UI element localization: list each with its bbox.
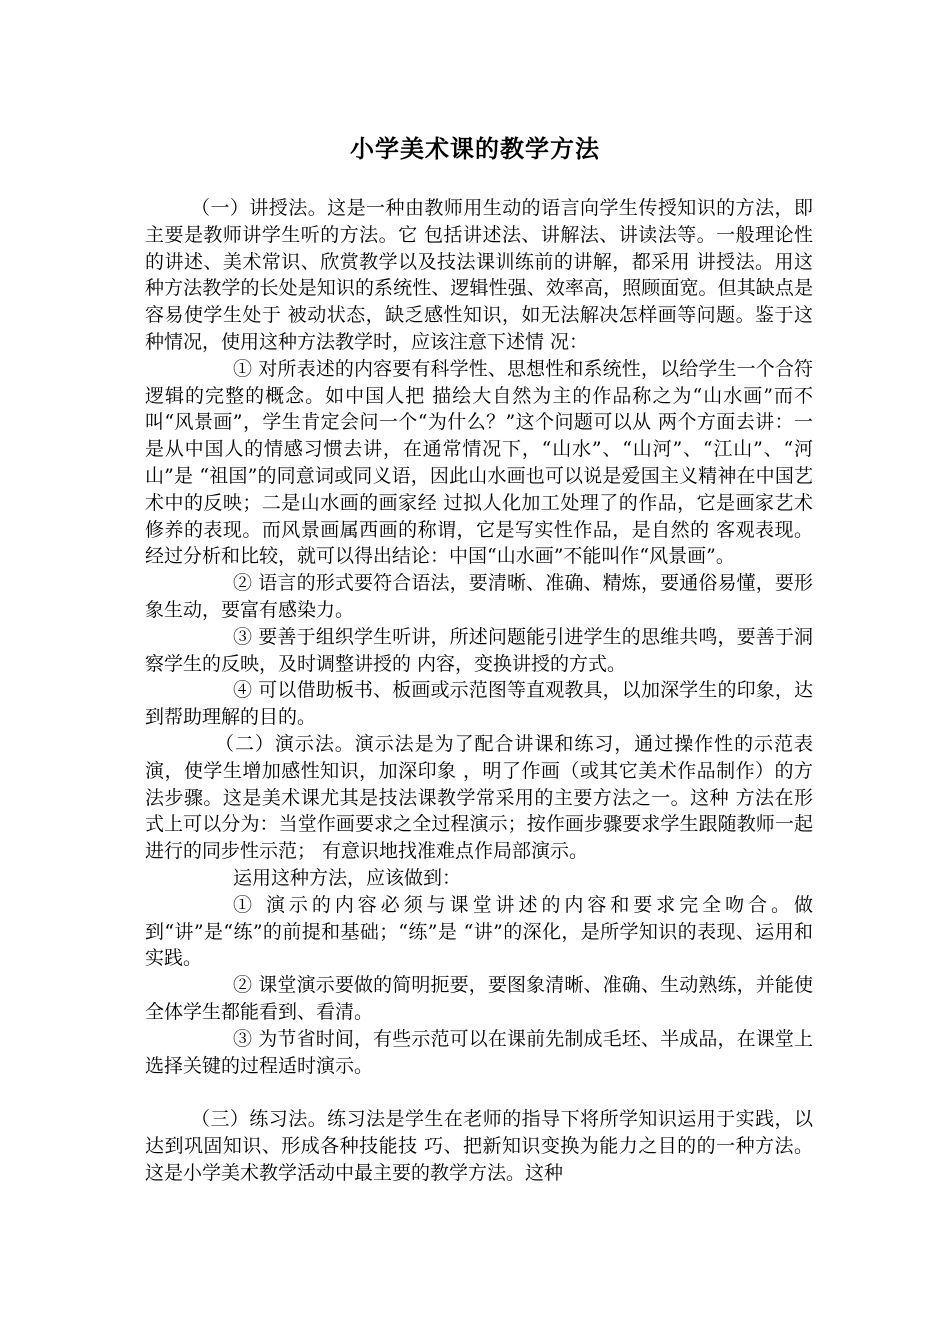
paragraph-demonstration-intro: 运用这种方法，应该做到： bbox=[233, 866, 462, 889]
document-body bbox=[145, 195, 813, 1186]
document-title: 小学美术课的教学方法 bbox=[350, 134, 600, 163]
paragraph-lecture-point-1: ① 对所表述的内容要有科学性、思想性和系统性，以给学生一个合符逻辑的完整的概念。如中国人把 描绘大自然为主的作品称之为“山水画”而不叫“风景画”，学生肯定会问一个“为什么？”这个问题可以从 两个方面去讲：一是从中国人的情感习惯去讲，在通常情况下，“山水”、“山河”、“江山”、“河山”是 “祖国”的同意词或同义语，因此山水画也可以说是爱国主义精神在中国艺术中的反映；二是山水画的画家经 过拟人化加工处理了的作品，它是画家艺术修养的表现。而风景画属西画的称谓，它是写实性作品，是自然的 客观表现。经过分析和比较，就可以得出结论：中国“山水画”不能叫作“风景画”。 bbox=[145, 357, 813, 568]
paragraph-demonstration-point-2: ② 课堂演示要做的简明扼要，要图象清晰、准确、生动熟练，并能使全体学生都能看到、看清。 bbox=[145, 974, 813, 1023]
paragraph-lecture-point-2: ② 语言的形式要符合语法，要清晰、准确、精炼，要通俗易懂，要形象生动，要富有感染力。 bbox=[145, 572, 813, 621]
paragraph-lecture-point-3: ③ 要善于组织学生听讲，所述问题能引进学生的思维共鸣，要善于洞察学生的反映，及时调整讲授的 内容，变换讲授的方式。 bbox=[145, 625, 813, 675]
paragraph-practice-method: （三）练习法。练习法是学生在老师的指导下将所学知识运用于实践，以达到巩固知识、形成各种技能技 巧、把新知识变换为能力之目的的一种方法。这是小学美术教学活动中最主要的教学方法。这种 bbox=[145, 1108, 813, 1184]
paragraph-lecture-point-4: ④ 可以借助板书、板画或示范图等直观教具，以加深学生的印象，达到帮助理解的目的。 bbox=[145, 679, 813, 729]
paragraph-demonstration-point-3: ③ 为节省时间，有些示范可以在课前先制成毛坯、半成品，在课堂上选择关键的过程适时演示。 bbox=[145, 1027, 813, 1077]
paragraph-lecture-method: （一）讲授法。这是一种由教师用生动的语言向学生传授知识的方法，即主要是教师讲学生听的方法。它 包括讲述法、讲解法、讲读法等。一般理论性的讲述、美术常识、欣赏教学以及技法课训练前的讲解，都采用 讲授法。用这种方法教学的长处是知识的系统性、逻辑性强、效率高，照顾面宽。但其缺点是容易使学生处于 被动状态，缺乏感性知识，如无法解决怎样画等问题。鉴于这种情况，使用这种方法教学时，应该注意下述情 况： bbox=[145, 197, 813, 353]
paragraph-demonstration-point-1: ① 演示的内容必须与课堂讲述的内容和要求完全吻合。做到“讲”是“练”的前提和基础；“练”是 “讲”的深化，是所学知识的表现、运用和实践。 bbox=[145, 893, 813, 970]
paragraph-spacer bbox=[145, 1079, 813, 1106]
paragraph-demonstration-method: （二）演示法。演示法是为了配合讲课和练习，通过操作性的示范表演，使学生增加感性知识，加深印象 ，明了作画（或其它美术作品制作）的方法步骤。这是美术课尤其是技法课教学常采用的主要方法之一。这种 方法在形式上可以分为：当堂作画要求之全过程演示；按作画步骤要求学生跟随教师一起进行的同步性示范； 有意识地找准难点作局部演示。 bbox=[145, 732, 813, 863]
